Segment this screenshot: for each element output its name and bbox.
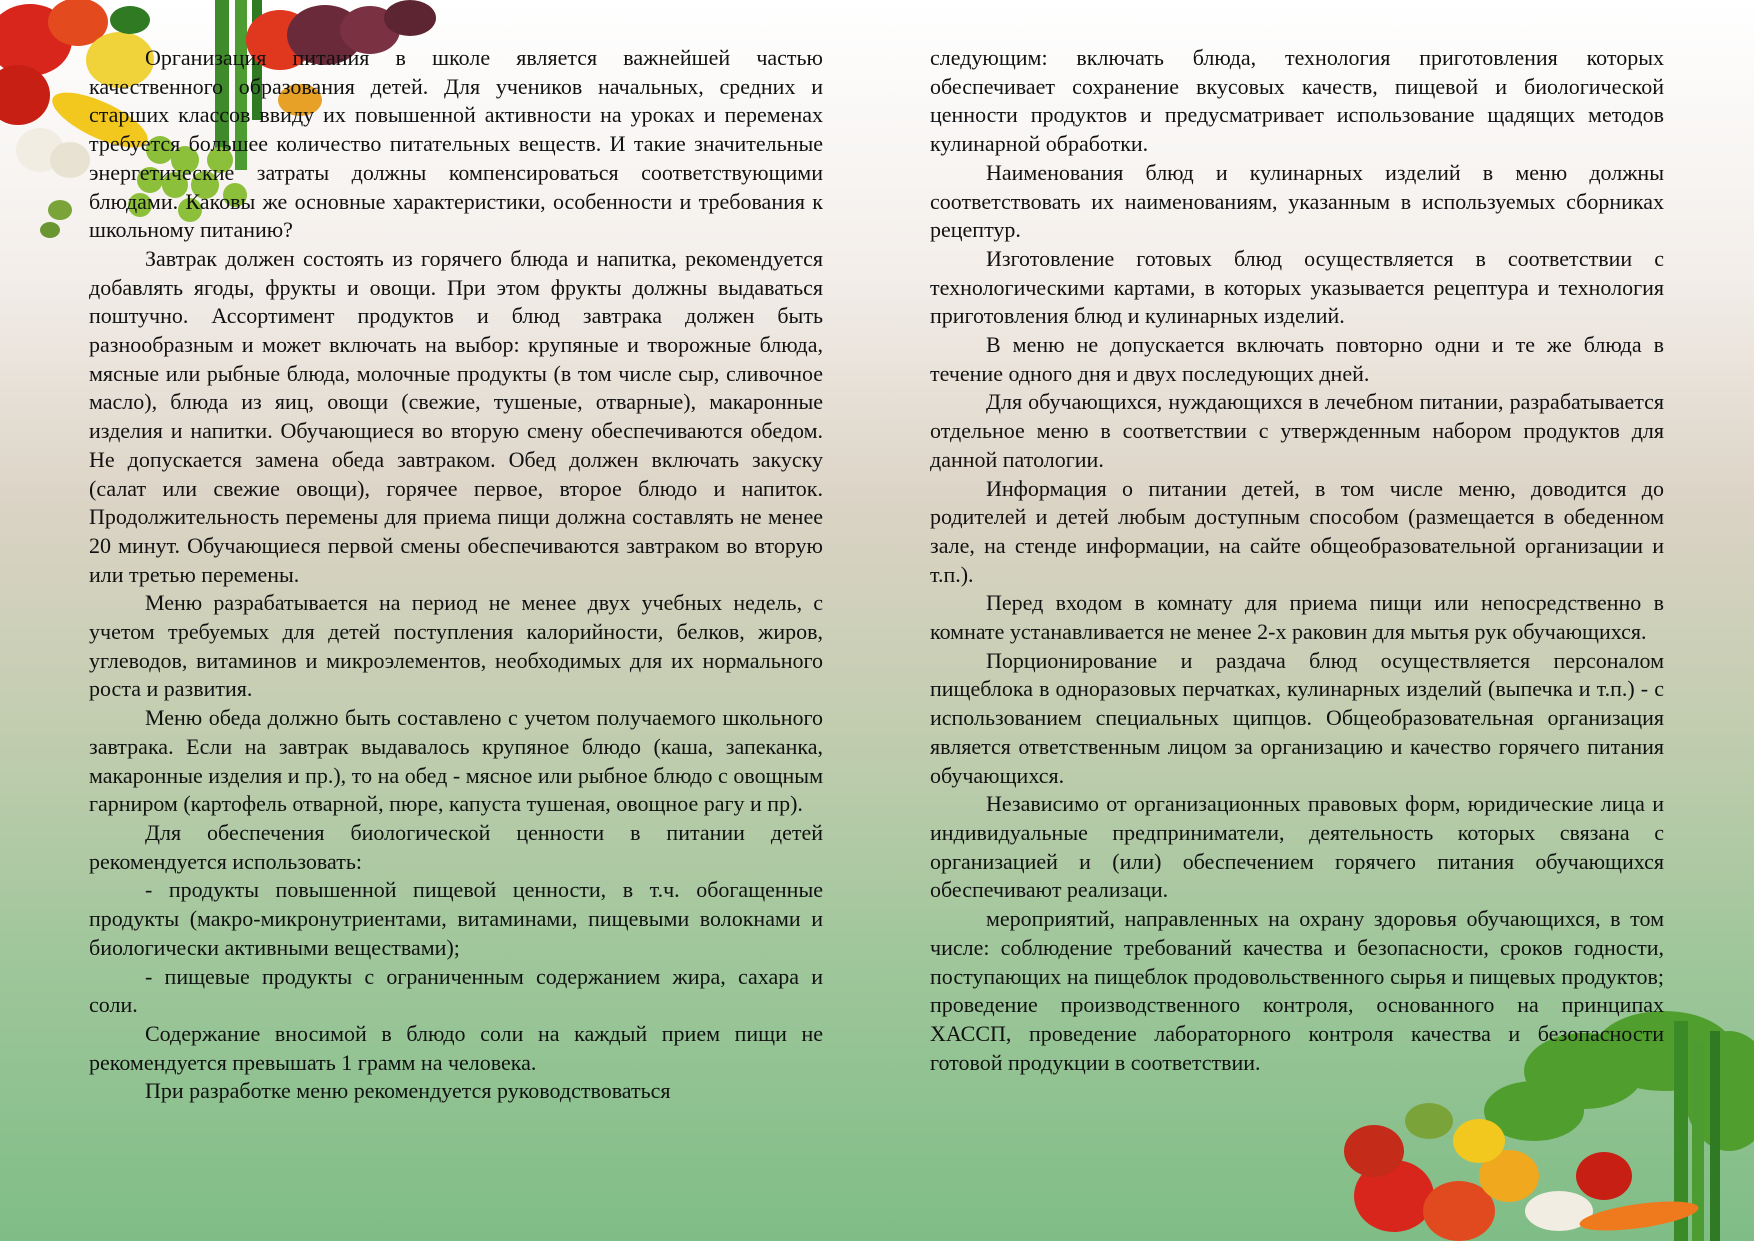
paragraph-p18: Независимо от организационных правовых форм, юридические лица и индивидуальные предприниматели, деятельность которых связана с организацией и (или) обеспечением горячего питания обучающихся обеспечивают реализаци. — [930, 791, 1664, 903]
paragraph-p15: Информация о питании детей, в том числе меню, доводится до родителей и детей любым доступным способом (размещается в обеденном зале, на стенде информации, на сайте общеобразовательной организации и т.п.). — [930, 475, 1664, 587]
paragraph-p3: Меню разрабатывается на период не менее двух учебных недель, с учетом требуемых для детей поступления калорийности, белков, жиров, углеводов, витаминов и микроэлементов, необходимых для их нормального роста и развития. — [89, 590, 823, 702]
paragraph-p4: Меню обеда должно быть составлено с учетом получаемого школьного завтрака. Если на завтрак выдавалось крупяное блюдо (каша, запеканка, макаронные изделия и пр.), то на обед - мясное или рыбное блюдо с овощным гарниром (картофель отварной, пюре, капуста тушеная, овощное рагу и пр). — [89, 705, 823, 817]
right-text-column — [930, 44, 1664, 1077]
paragraph-p9: При разработке меню рекомендуется руководствоваться — [145, 1078, 671, 1104]
paragraph-p5: Для обеспечения биологической ценности в питании детей рекомендуется использовать: — [89, 819, 823, 874]
paragraph-p11: Наименования блюд и кулинарных изделий в меню должны соответствовать их наименованиям, указанным в используемых сборниках рецептур. — [930, 159, 1664, 243]
paragraph-p14: Для обучающихся, нуждающихся в лечебном питании, разрабатывается отдельное меню в соответствии с утвержденным набором продуктов для данной патологии. — [930, 389, 1664, 472]
paragraph-p17: Порционирование и раздача блюд осуществляется персоналом пищеблока в одноразовых перчатках, кулинарных изделий (выпечка и т.п.) - с использованием специальных щипцов. Общеобразовательная организация является ответственным лицом за организацию и качество горячего питания обучающихся. — [930, 647, 1664, 788]
paragraph-p12: Изготовление готовых блюд осуществляется в соответствии с технологическими картами, в которых указывается рецептура и технология приготовления блюд и кулинарных изделий. — [930, 245, 1664, 329]
paragraph-p2: Завтрак должен состоять из горячего блюда и напитка, рекомендуется добавлять ягоды, фрукты и овощи. При этом фрукты должны выдаваться поштучно. Ассортимент продуктов и блюд завтрака должен быть разнообразным и может включать на выбор: крупяные и творожные блюда, мясные или рыбные блюда, молочные продукты (в том числе сыр, сливочное масло), блюда из яиц, овощи (свежие, тушеные, отварные), макаронные изделия и напитки. Обучающиеся во вторую смену обеспечиваются обедом. Не допускается замена обеда завтраком. Обед должен включать закуску (салат или свежие овощи), горячее первое, второе блюдо и напиток. Продолжительность перемены для приема пищи должна составлять не менее 20 минут. Обучающиеся первой смены обеспечиваются завтраком во вторую или третью перемены. — [89, 245, 823, 587]
left-text-column — [89, 44, 823, 1106]
paragraph-p6: - продукты повышенной пищевой ценности, в т.ч. обогащенные продукты (макро-микронутриентами, витаминами, пищевыми волокнами и биологически активными веществами); — [89, 877, 823, 960]
paragraph-p8: Содержание вносимой в блюдо соли на каждый прием пищи не рекомендуется превышать 1 грамм на человека. — [89, 1020, 823, 1075]
paragraph-p1: Организация питания в школе является важнейшей частью качественного образования детей. Для учеников начальных, средних и старших классов ввиду их повышенной активности на уроках и переменах требуется большее количество питательных веществ. И такие значительные энергетические затраты должны компенсироваться соответствующими блюдами. Каковы же основные характеристики, особенности и требования к школьному питанию? — [89, 45, 823, 243]
paragraph-p19: мероприятий, направленных на охрану здоровья обучающихся, в том числе: соблюдение требований качества и безопасности, сроков годности, поступающих на пищеблок продовольственного сырья и пищевых продуктов; проведение производственного контроля, основанного на принципах ХАССП, проведение лабораторного контроля качества и безопасности готовой продукции в соответствии. — [930, 906, 1664, 1075]
paragraph-p16: Перед входом в комнату для приема пищи или непосредственно в комнате устанавливается не менее 2-х раковин для мытья рук обучающихся. — [930, 590, 1664, 645]
paragraph-p13: В меню не допускается включать повторно одни и те же блюда в течение одного дня и двух последующих дней. — [930, 332, 1664, 386]
paragraph-p10: следующим: включать блюда, технология приготовления которых обеспечивает сохранение вкусовых качеств, пищевой и биологической ценности продуктов и предусматривает использование щадящих методов кулинарной обработки. — [930, 45, 1664, 157]
paragraph-p7: - пищевые продукты с ограниченным содержанием жира, сахара и соли. — [89, 963, 823, 1018]
